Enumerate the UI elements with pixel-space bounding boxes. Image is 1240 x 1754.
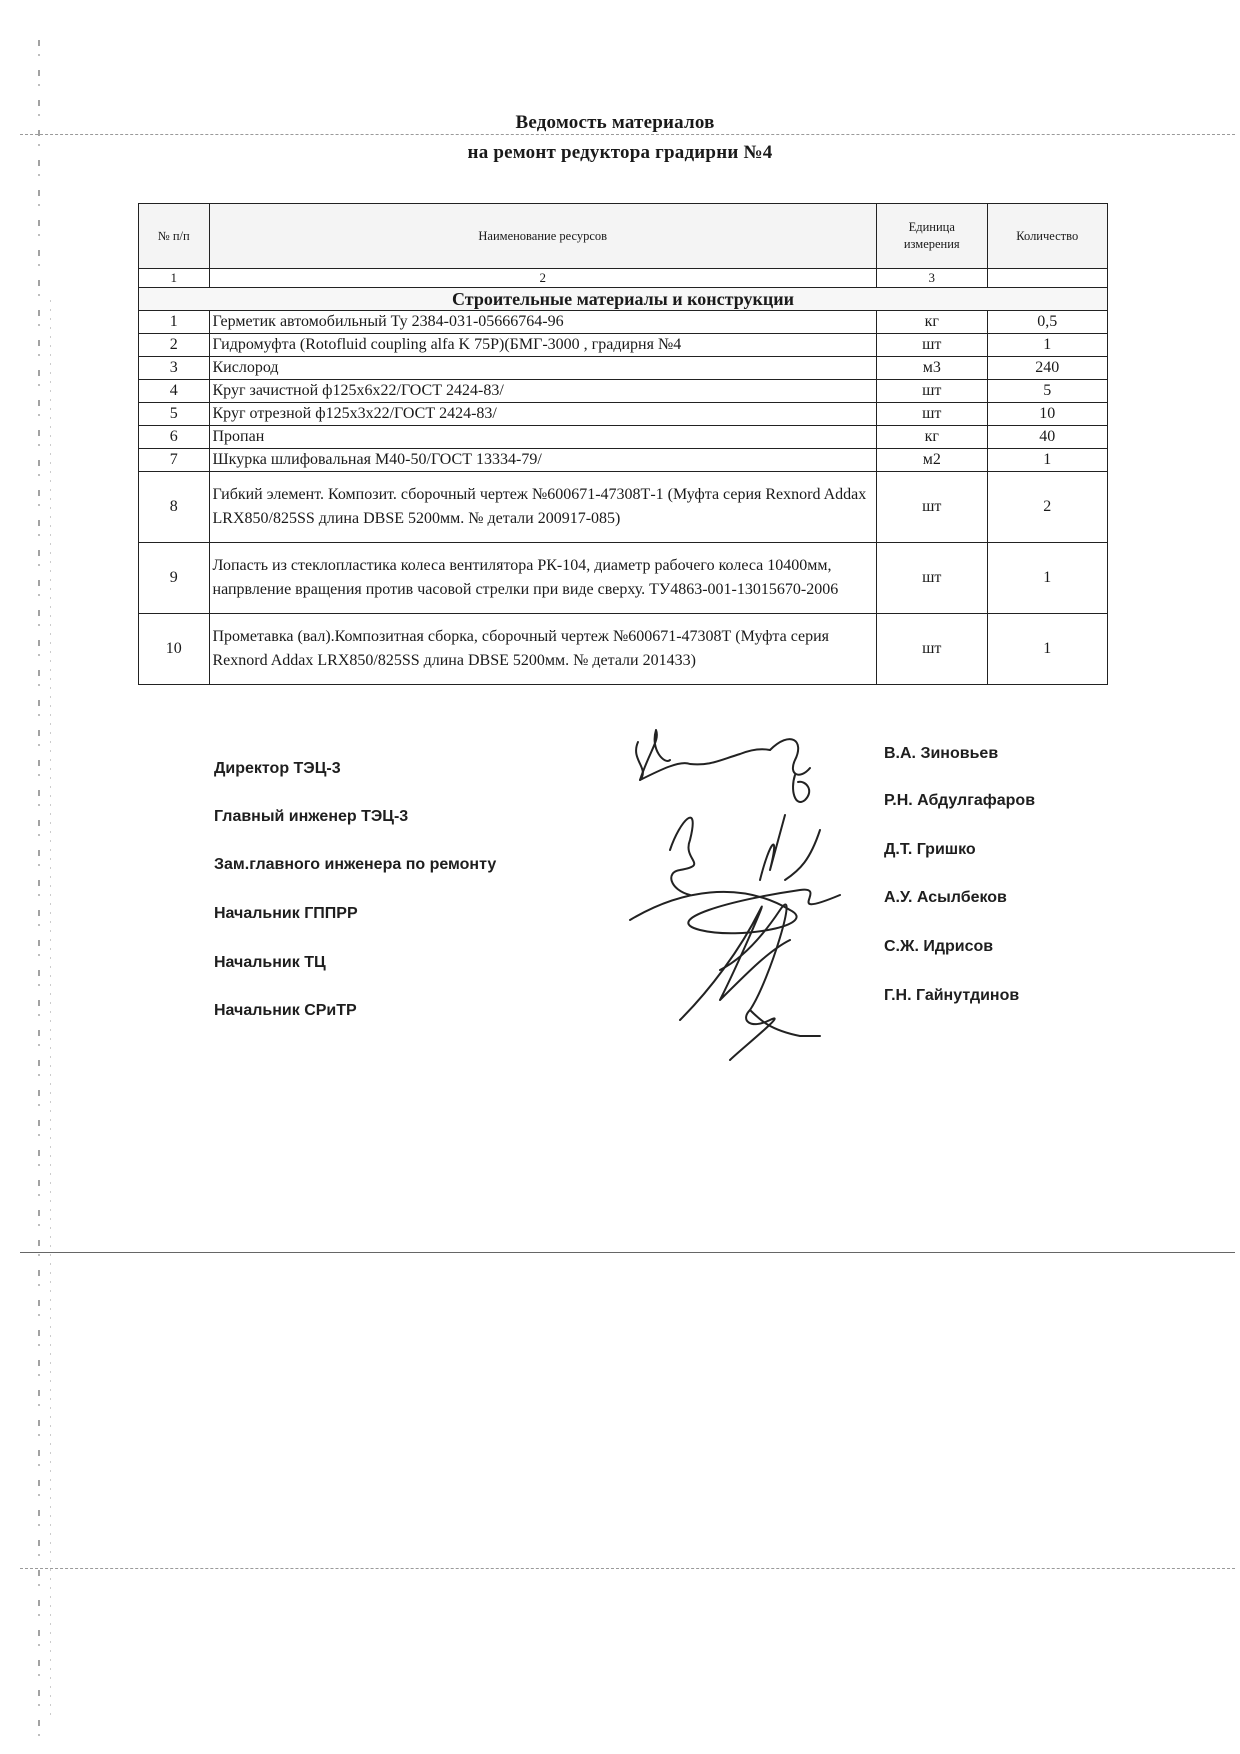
row-unit: м3	[877, 357, 988, 380]
table-row	[139, 426, 1108, 449]
row-number: 2	[139, 334, 210, 357]
signatory-name: Р.Н. Абдулгафаров	[884, 792, 1036, 809]
signature-stroke	[793, 775, 809, 802]
signatory-position: Директор ТЭЦ-3	[214, 760, 341, 777]
signatory-position: Начальник ГППРР	[214, 905, 358, 922]
document-title: Ведомость материалов	[515, 112, 715, 133]
row-number: 4	[139, 380, 210, 403]
row-name: Круг отрезной ф125х3х22/ГОСТ 2424-83/	[209, 403, 877, 426]
signatory-position: Начальник СРиТР	[214, 1002, 357, 1019]
row-quantity: 1	[987, 334, 1108, 357]
row-unit: шт	[877, 543, 988, 614]
document-subtitle: на ремонт редуктора градирни №4	[467, 142, 773, 163]
column-number	[987, 269, 1108, 288]
row-unit: шт	[877, 334, 988, 357]
signatory-name: Д.Т. Гришко	[884, 841, 976, 858]
section-header-row	[139, 288, 1108, 311]
row-unit: кг	[877, 311, 988, 334]
signature-stroke	[760, 815, 785, 880]
row-number: 1	[139, 311, 210, 334]
header-resource-name: Наименование ресурсов	[209, 204, 877, 269]
table-row	[139, 380, 1108, 403]
signature-stroke	[630, 890, 840, 934]
row-name: Пропан	[209, 426, 877, 449]
row-number: 9	[139, 543, 210, 614]
row-name: Круг зачистной ф125х6х22/ГОСТ 2424-83/	[209, 380, 877, 403]
section-title: Строительные материалы и конструкции	[139, 288, 1108, 311]
column-number-row	[139, 269, 1108, 288]
row-name: Кислород	[209, 357, 877, 380]
signature-stroke	[785, 830, 820, 880]
row-quantity: 5	[987, 380, 1108, 403]
row-quantity: 1	[987, 614, 1108, 685]
row-number: 10	[139, 614, 210, 685]
signature-stroke	[770, 739, 810, 775]
row-unit: шт	[877, 614, 988, 685]
row-unit: шт	[877, 380, 988, 403]
table-row	[139, 449, 1108, 472]
row-unit: м2	[877, 449, 988, 472]
scan-edge-artifact	[50, 300, 51, 1720]
table-row	[139, 334, 1108, 357]
column-number: 1	[139, 269, 210, 288]
row-name: Гидромуфта (Rotofluid coupling alfa K 75P)(БМГ-3000 , градирня №4	[209, 334, 877, 357]
table-header-row	[139, 204, 1108, 269]
signatory-position: Начальник ТЦ	[214, 954, 326, 971]
row-quantity: 40	[987, 426, 1108, 449]
signature-stroke	[670, 818, 694, 895]
row-name: Шкурка шлифовальная М40-50/ГОСТ 13334-79/	[209, 449, 877, 472]
row-name: Герметик автомобильный Ту 2384-031-05666764-96	[209, 311, 877, 334]
row-number: 5	[139, 403, 210, 426]
row-name: Гибкий элемент. Композит. сборочный чертеж №600671-47308Т-1 (Муфта серия Rexnord Addax LRX850/825SS длина DBSE 5200мм. № детали 200917-085)	[209, 472, 877, 543]
row-unit: кг	[877, 426, 988, 449]
row-quantity: 1	[987, 449, 1108, 472]
header-number: № п/п	[139, 204, 210, 269]
signatory-name: В.А. Зиновьев	[884, 745, 999, 762]
handwritten-signatures	[620, 720, 980, 1080]
row-quantity: 10	[987, 403, 1108, 426]
table-row	[139, 614, 1108, 685]
table-row	[139, 357, 1108, 380]
column-number: 2	[209, 269, 877, 288]
row-quantity: 0,5	[987, 311, 1108, 334]
scan-line	[20, 1568, 1235, 1569]
header-unit: Единица измерения	[877, 204, 988, 269]
signatory-name: С.Ж. Идрисов	[884, 938, 994, 955]
row-name: Лопасть из стеклопластика колеса вентилятора РК-104, диаметр рабочего колеса 10400мм, напрвление вращения против часовой стрелки при виде сверху. ТУ4863-001-13015670-2006	[209, 543, 877, 614]
row-quantity: 1	[987, 543, 1108, 614]
scan-line	[20, 1252, 1235, 1253]
row-number: 8	[139, 472, 210, 543]
row-unit: шт	[877, 472, 988, 543]
column-number: 3	[877, 269, 988, 288]
row-quantity: 240	[987, 357, 1108, 380]
signatory-name: Г.Н. Гайнутдинов	[884, 987, 1020, 1004]
table-row	[139, 472, 1108, 543]
table-row	[139, 543, 1108, 614]
row-number: 7	[139, 449, 210, 472]
signature-stroke	[680, 906, 790, 1020]
materials-table	[138, 203, 1108, 685]
table-row	[139, 403, 1108, 426]
row-number: 3	[139, 357, 210, 380]
row-unit: шт	[877, 403, 988, 426]
row-quantity: 2	[987, 472, 1108, 543]
signatory-position: Зам.главного инженера по ремонту	[214, 856, 497, 873]
table-row	[139, 311, 1108, 334]
scan-edge-artifact	[38, 40, 40, 1740]
signatory-name: А.У. Асылбеков	[884, 889, 1007, 906]
header-quantity: Количество	[987, 204, 1108, 269]
row-name: Прометавка (вал).Композитная сборка, сборочный чертеж №600671-47308Т (Муфта серия Rexnord Addax LRX850/825SS длина DBSE 5200мм. № детали 201433)	[209, 614, 877, 685]
signatory-position: Главный инженер ТЭЦ-3	[214, 808, 409, 825]
scan-line	[20, 134, 1235, 135]
row-number: 6	[139, 426, 210, 449]
